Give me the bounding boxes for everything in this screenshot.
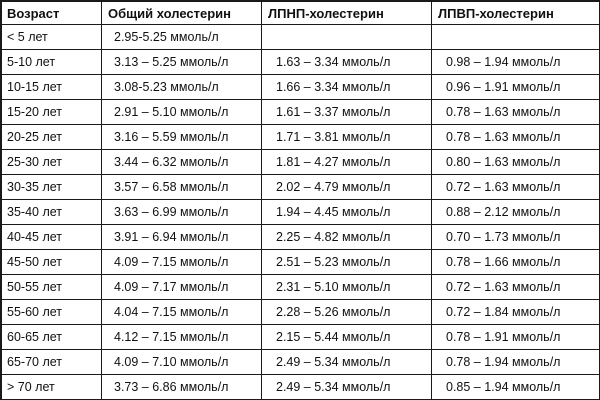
cell-hdl-cholesterol bbox=[432, 25, 600, 50]
cell-total-cholesterol: 3.57 – 6.58 ммоль/л bbox=[102, 175, 262, 200]
cell-total-cholesterol: 3.44 – 6.32 ммоль/л bbox=[102, 150, 262, 175]
cell-ldl-cholesterol: 2.15 – 5.44 ммоль/л bbox=[262, 325, 432, 350]
cell-age: 45-50 лет bbox=[2, 250, 102, 275]
cell-age: 20-25 лет bbox=[2, 125, 102, 150]
cell-age: > 70 лет bbox=[2, 375, 102, 400]
cell-hdl-cholesterol: 0.78 – 1.91 ммоль/л bbox=[432, 325, 600, 350]
cell-ldl-cholesterol: 2.51 – 5.23 ммоль/л bbox=[262, 250, 432, 275]
cell-ldl-cholesterol: 1.61 – 3.37 ммоль/л bbox=[262, 100, 432, 125]
cell-ldl-cholesterol: 2.28 – 5.26 ммоль/л bbox=[262, 300, 432, 325]
cell-ldl-cholesterol: 1.94 – 4.45 ммоль/л bbox=[262, 200, 432, 225]
cell-ldl-cholesterol: 2.49 – 5.34 ммоль/л bbox=[262, 350, 432, 375]
table-row bbox=[2, 325, 600, 350]
table-row bbox=[2, 275, 600, 300]
cell-hdl-cholesterol: 0.98 – 1.94 ммоль/л bbox=[432, 50, 600, 75]
table-header bbox=[2, 2, 600, 25]
cell-ldl-cholesterol: 1.66 – 3.34 ммоль/л bbox=[262, 75, 432, 100]
table-row bbox=[2, 100, 600, 125]
table-row bbox=[2, 200, 600, 225]
cell-age: 25-30 лет bbox=[2, 150, 102, 175]
cell-ldl-cholesterol: 1.63 – 3.34 ммоль/л bbox=[262, 50, 432, 75]
cell-ldl-cholesterol: 1.81 – 4.27 ммоль/л bbox=[262, 150, 432, 175]
table-row bbox=[2, 300, 600, 325]
table-row bbox=[2, 25, 600, 50]
header-hdl-cholesterol: ЛПВП-холестерин bbox=[432, 2, 600, 25]
cell-ldl-cholesterol: 2.25 – 4.82 ммоль/л bbox=[262, 225, 432, 250]
cell-hdl-cholesterol: 0.96 – 1.91 ммоль/л bbox=[432, 75, 600, 100]
table-row bbox=[2, 75, 600, 100]
table-row bbox=[2, 125, 600, 150]
table-row bbox=[2, 350, 600, 375]
cell-total-cholesterol: 4.09 – 7.15 ммоль/л bbox=[102, 250, 262, 275]
cell-age: 35-40 лет bbox=[2, 200, 102, 225]
cell-total-cholesterol: 4.04 – 7.15 ммоль/л bbox=[102, 300, 262, 325]
cell-ldl-cholesterol bbox=[262, 25, 432, 50]
cell-age: 30-35 лет bbox=[2, 175, 102, 200]
cell-total-cholesterol: 2.95-5.25 ммоль/л bbox=[102, 25, 262, 50]
cell-age: 55-60 лет bbox=[2, 300, 102, 325]
table-row bbox=[2, 175, 600, 200]
header-ldl-cholesterol: ЛПНП-холестерин bbox=[262, 2, 432, 25]
header-age: Возраст bbox=[2, 2, 102, 25]
cell-total-cholesterol: 2.91 – 5.10 ммоль/л bbox=[102, 100, 262, 125]
header-row bbox=[2, 2, 600, 25]
cell-total-cholesterol: 3.16 – 5.59 ммоль/л bbox=[102, 125, 262, 150]
cell-age: < 5 лет bbox=[2, 25, 102, 50]
cell-hdl-cholesterol: 0.78 – 1.63 ммоль/л bbox=[432, 100, 600, 125]
cell-total-cholesterol: 3.73 – 6.86 ммоль/л bbox=[102, 375, 262, 400]
cell-ldl-cholesterol: 2.31 – 5.10 ммоль/л bbox=[262, 275, 432, 300]
cell-hdl-cholesterol: 0.78 – 1.66 ммоль/л bbox=[432, 250, 600, 275]
cell-hdl-cholesterol: 0.88 – 2.12 ммоль/л bbox=[432, 200, 600, 225]
cell-total-cholesterol: 3.13 – 5.25 ммоль/л bbox=[102, 50, 262, 75]
table-row bbox=[2, 50, 600, 75]
cell-total-cholesterol: 4.09 – 7.10 ммоль/л bbox=[102, 350, 262, 375]
cell-age: 60-65 лет bbox=[2, 325, 102, 350]
cell-hdl-cholesterol: 0.72 – 1.63 ммоль/л bbox=[432, 175, 600, 200]
cell-hdl-cholesterol: 0.78 – 1.94 ммоль/л bbox=[432, 350, 600, 375]
cell-hdl-cholesterol: 0.80 – 1.63 ммоль/л bbox=[432, 150, 600, 175]
cell-ldl-cholesterol: 2.02 – 4.79 ммоль/л bbox=[262, 175, 432, 200]
cholesterol-norms-table bbox=[1, 1, 600, 400]
cell-hdl-cholesterol: 0.85 – 1.94 ммоль/л bbox=[432, 375, 600, 400]
cell-total-cholesterol: 4.09 – 7.17 ммоль/л bbox=[102, 275, 262, 300]
cell-age: 5-10 лет bbox=[2, 50, 102, 75]
table-row bbox=[2, 150, 600, 175]
cell-hdl-cholesterol: 0.78 – 1.63 ммоль/л bbox=[432, 125, 600, 150]
cell-age: 10-15 лет bbox=[2, 75, 102, 100]
cell-age: 50-55 лет bbox=[2, 275, 102, 300]
cell-total-cholesterol: 3.08-5.23 ммоль/л bbox=[102, 75, 262, 100]
cell-age: 15-20 лет bbox=[2, 100, 102, 125]
cell-total-cholesterol: 3.91 – 6.94 ммоль/л bbox=[102, 225, 262, 250]
cell-ldl-cholesterol: 1.71 – 3.81 ммоль/л bbox=[262, 125, 432, 150]
cell-hdl-cholesterol: 0.72 – 1.84 ммоль/л bbox=[432, 300, 600, 325]
table-row bbox=[2, 375, 600, 400]
cell-total-cholesterol: 4.12 – 7.15 ммоль/л bbox=[102, 325, 262, 350]
cell-total-cholesterol: 3.63 – 6.99 ммоль/л bbox=[102, 200, 262, 225]
table-row bbox=[2, 250, 600, 275]
table-row bbox=[2, 225, 600, 250]
table-body bbox=[2, 25, 600, 400]
cell-hdl-cholesterol: 0.70 – 1.73 ммоль/л bbox=[432, 225, 600, 250]
cell-ldl-cholesterol: 2.49 – 5.34 ммоль/л bbox=[262, 375, 432, 400]
cell-age: 65-70 лет bbox=[2, 350, 102, 375]
header-total-cholesterol: Общий холестерин bbox=[102, 2, 262, 25]
cell-hdl-cholesterol: 0.72 – 1.63 ммоль/л bbox=[432, 275, 600, 300]
cell-age: 40-45 лет bbox=[2, 225, 102, 250]
